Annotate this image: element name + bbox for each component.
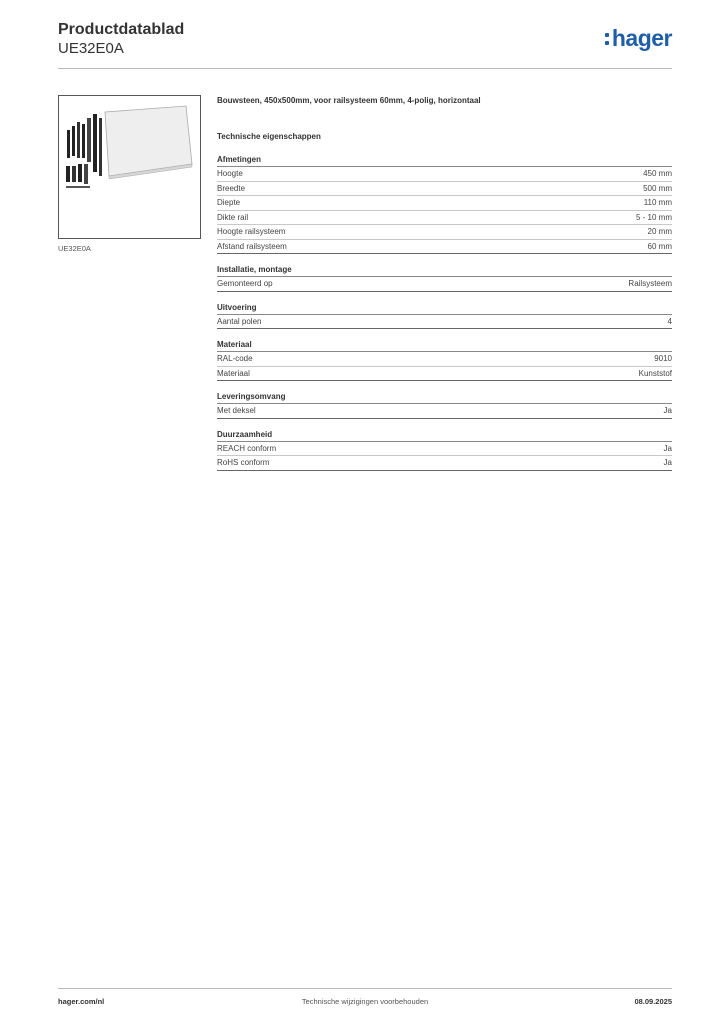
property-row [217, 211, 672, 226]
property-value: 500 mm [643, 183, 672, 193]
property-row [217, 315, 672, 330]
property-value: 60 mm [647, 241, 672, 251]
property-section [217, 155, 672, 254]
footer-divider [58, 988, 672, 989]
property-value: Railsysteem [628, 279, 672, 288]
property-row [217, 182, 672, 197]
document-title: Productdatablad [58, 21, 185, 38]
product-details [217, 95, 672, 471]
product-image [58, 95, 201, 239]
property-section [217, 340, 672, 381]
property-value: Ja [663, 458, 672, 467]
section-title: Leveringsomvang [217, 392, 672, 404]
property-section [217, 430, 672, 471]
property-section [217, 303, 672, 330]
section-title: Duurzaamheid [217, 430, 672, 442]
disclaimer: Technische wijzigingen voorbehouden [301, 997, 429, 1006]
property-label: Diepte [217, 198, 241, 207]
property-label: Hoogte railsysteem [217, 227, 286, 236]
property-section [217, 392, 672, 419]
property-row [217, 367, 672, 382]
property-value: Ja [663, 406, 672, 415]
property-row [217, 404, 672, 419]
logo-dots-icon [605, 33, 609, 45]
property-section [217, 265, 672, 292]
property-label: RoHS conform [217, 458, 270, 467]
property-label: REACH conform [217, 443, 277, 453]
property-row [217, 277, 672, 292]
technical-properties-heading: Technische eigenschappen [217, 132, 321, 141]
property-value: 110 mm [643, 198, 672, 207]
property-value: 20 mm [647, 227, 672, 236]
property-value: Ja [663, 443, 672, 453]
section-title: Installatie, montage [217, 265, 672, 277]
page-header [58, 20, 672, 70]
property-label: RAL-code [217, 354, 253, 363]
property-row [217, 225, 672, 240]
section-title: Uitvoering [217, 303, 672, 315]
property-row [217, 167, 672, 182]
header-divider [58, 68, 672, 69]
website-link[interactable]: hager.com/nl [58, 997, 105, 1006]
logo-text: hager [611, 25, 672, 51]
property-row [217, 240, 672, 255]
property-label: Hoogte [217, 169, 243, 178]
property-row [217, 442, 672, 457]
property-value: 9010 [654, 354, 672, 363]
property-label: Materiaal [217, 368, 250, 378]
property-value: 4 [667, 316, 672, 326]
product-code: UE32E0A [58, 40, 124, 57]
section-title: Materiaal [217, 340, 672, 352]
property-row [217, 456, 672, 471]
product-illustration [59, 96, 200, 238]
document-date: 08.09.2025 [634, 997, 672, 1006]
property-label: Breedte [217, 183, 246, 193]
property-row [217, 352, 672, 367]
property-value: 5 - 10 mm [635, 212, 672, 222]
properties-table [217, 155, 672, 471]
property-row [217, 196, 672, 211]
property-value: 450 mm [643, 169, 672, 178]
image-caption: UE32E0A [58, 244, 91, 253]
property-label: Afstand railsysteem [217, 241, 287, 251]
property-label: Aantal polen [217, 316, 262, 326]
hager-logo [605, 26, 672, 50]
property-label: Met deksel [217, 406, 256, 415]
property-value: Kunststof [638, 368, 672, 378]
property-label: Gemonteerd op [217, 279, 273, 288]
section-title: Afmetingen [217, 155, 672, 167]
product-description: Bouwsteen, 450x500mm, voor railsysteem 60mm, 4-polig, horizontaal [217, 96, 481, 105]
property-label: Dikte rail [217, 212, 249, 222]
